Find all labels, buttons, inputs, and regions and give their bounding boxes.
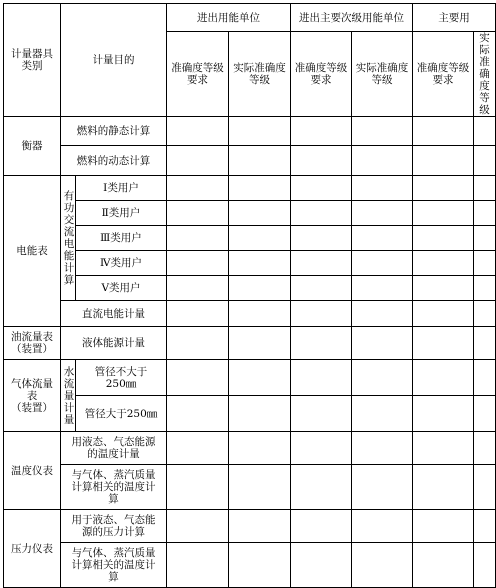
purpose-fuel-static: 燃料的静态计算 <box>61 117 167 146</box>
header-req-accuracy-2: 准确度等级 要求 <box>291 32 352 117</box>
category-energy-meter: 电能表 <box>4 176 61 327</box>
header-actual-accuracy-1: 实际准确度 等级 <box>229 32 291 117</box>
header-purpose: 计量目的 <box>61 4 167 117</box>
purpose-pressure-steam: 与气体、蒸汽质量 计算相关的温度计 算 <box>61 543 167 588</box>
header-req-accuracy-3: 准确度等级 要求 <box>413 32 474 117</box>
metering-instrument-table <box>3 3 496 588</box>
header-req-accuracy-1: 准确度等级 要求 <box>167 32 229 117</box>
user-class-3: Ⅲ类用户 <box>76 226 167 251</box>
category-pressure-gauge: 压力仪表 <box>4 510 61 588</box>
purpose-temp-liquid-gas: 用液态、气态能源 的温度计量 <box>61 432 167 465</box>
category-scale: 衡器 <box>4 117 61 176</box>
purpose-temp-steam: 与气体、蒸汽质量 计算相关的温度计 算 <box>61 465 167 510</box>
header-category: 计量器具类别 <box>4 4 61 117</box>
purpose-liquid-energy: 液体能源计量 <box>61 327 167 360</box>
header-unit-main: 主要用 <box>413 4 496 32</box>
header-unit-secondary: 进出主要次级用能单位 <box>291 4 413 32</box>
category-gas-flow: 气体流量表 （装置） <box>4 360 61 432</box>
pipe-large: 管径大于250㎜ <box>76 396 167 432</box>
user-class-2: Ⅱ类用户 <box>76 201 167 226</box>
label-water-flow: 水流量计量 <box>61 360 76 432</box>
category-thermometer: 温度仪表 <box>4 432 61 510</box>
purpose-pressure-liquid-gas: 用于液态、气态能 源的压力计算 <box>61 510 167 543</box>
purpose-dc-energy: 直流电能计量 <box>61 301 167 327</box>
label-ac-energy: 有功交流电能计算 <box>61 176 76 301</box>
user-class-4: Ⅳ类用户 <box>76 251 167 276</box>
header-actual-accuracy-2: 实际准确度 等级 <box>352 32 413 117</box>
user-class-5: Ⅴ类用户 <box>76 276 167 301</box>
pipe-small: 管径不大于 250㎜ <box>76 360 167 396</box>
user-class-1: Ⅰ类用户 <box>76 176 167 201</box>
header-unit-entry: 进出用能单位 <box>167 4 291 32</box>
purpose-fuel-dynamic: 燃料的动态计算 <box>61 146 167 176</box>
category-oil-flow: 油流量表 （装置） <box>4 327 61 360</box>
header-actual-accuracy-3: 实际准确度 等级 <box>474 32 496 117</box>
